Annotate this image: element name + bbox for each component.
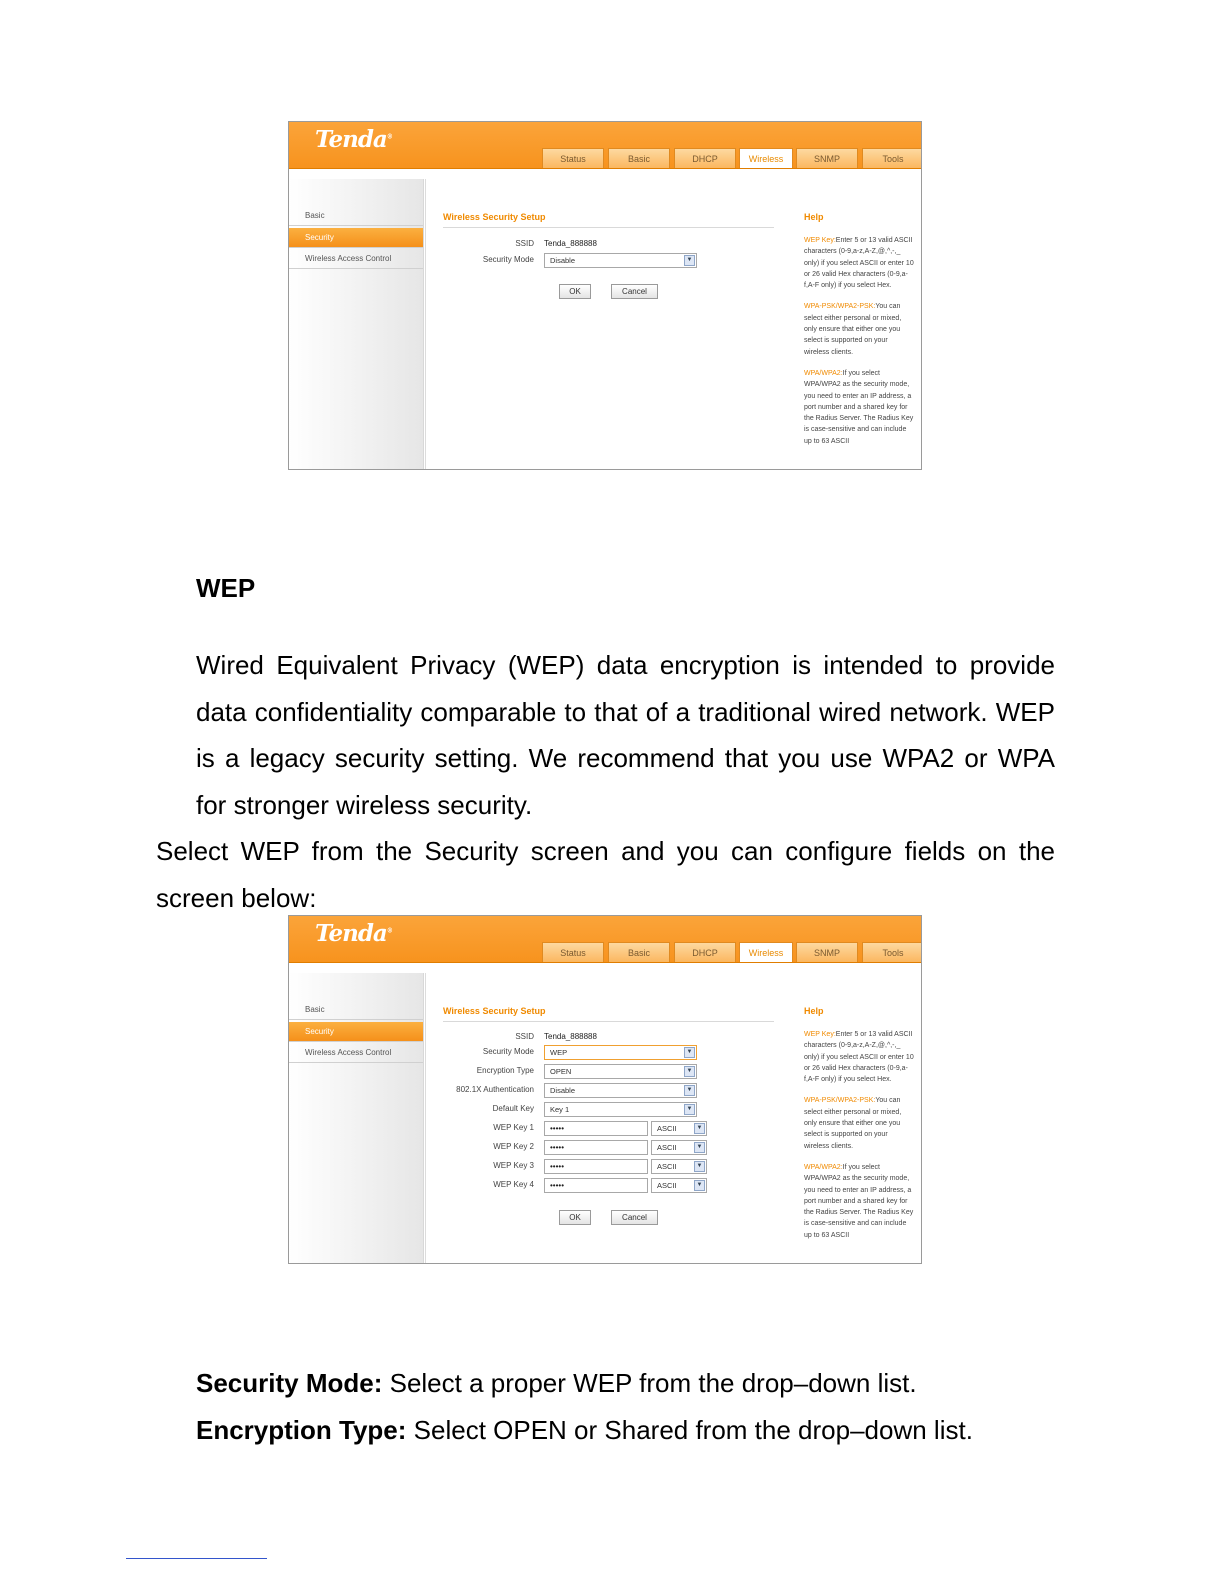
tab-wireless[interactable]: Wireless xyxy=(739,942,793,962)
ssid-label: SSID xyxy=(515,1032,534,1041)
tab-tools[interactable]: Tools xyxy=(862,942,922,962)
footer-rule xyxy=(126,1558,267,1559)
cancel-button[interactable]: Cancel xyxy=(611,284,658,299)
wep-key-format-select[interactable]: ASCII ▼ xyxy=(651,1159,707,1174)
auth-label: 802.1X Authentication xyxy=(456,1085,534,1094)
tab-dhcp[interactable]: DHCP xyxy=(674,148,736,168)
wep-key-row xyxy=(426,1121,791,1137)
wep-key-row xyxy=(426,1159,791,1175)
tenda-logo: Tenda® xyxy=(315,126,392,153)
encryption-type-select[interactable]: OPEN ▼ xyxy=(544,1064,697,1079)
router-screenshot-disable xyxy=(288,121,922,470)
security-mode-label: Security Mode xyxy=(482,1047,534,1056)
tab-snmp[interactable]: SNMP xyxy=(796,942,858,962)
wep-key-input[interactable]: ••••• xyxy=(544,1121,648,1136)
chevron-down-icon: ▼ xyxy=(694,1180,705,1191)
ssid-value: Tenda_888888 xyxy=(544,1032,597,1041)
wep-key-label: WEP Key 3 xyxy=(493,1161,534,1170)
security-mode-row xyxy=(426,1045,791,1061)
nav-wireless-access-control[interactable]: Wireless Access Control xyxy=(289,1043,423,1063)
tab-status[interactable]: Status xyxy=(542,148,604,168)
ok-button[interactable]: OK xyxy=(559,284,591,299)
divider xyxy=(443,227,774,228)
chevron-down-icon: ▼ xyxy=(684,1085,695,1096)
tab-dhcp[interactable]: DHCP xyxy=(674,942,736,962)
section-title: Wireless Security Setup xyxy=(443,1006,546,1016)
ok-button[interactable]: OK xyxy=(559,1210,591,1225)
wep-key-label: WEP Key 1 xyxy=(493,1123,534,1132)
nav-security[interactable]: Security xyxy=(289,1022,423,1042)
wep-key-input[interactable]: ••••• xyxy=(544,1159,648,1174)
wep-description: Wired Equivalent Privacy (WEP) data encryption is intended to provide data confidentiality comparable to that of a traditional wired network. WEP is a legacy security setting. We recommend that you use WPA2 or WPA for stronger wireless security. xyxy=(196,650,1055,820)
encryption-type-row xyxy=(426,1064,791,1080)
help-text: WEP Key:Enter 5 or 13 valid ASCII characters (0-9,a-z,A-Z,@,^,-,_ only) if you select ASCII or enter 10 or 26 valid Hex characters (0-9,a-f,A-F only) if you select Hex. WPA-PSK/WPA2-PSK:You can select either personal or mixed, only ensure that either one you select is supported on your wireless clients. WPA/WPA2:If you select WPA/WPA2 as the security mode, you need to enter an IP address, a port number and a shared key for the Radius Server. The Radius Key is case-sensitive and can include up to 63 ASCII xyxy=(804,237,914,445)
wep-key-format-select[interactable]: ASCII ▼ xyxy=(651,1178,707,1193)
main-panel xyxy=(425,179,792,469)
wep-key-format-select[interactable]: ASCII ▼ xyxy=(651,1140,707,1155)
encryption-type-definition: Encryption Type: Select OPEN or Shared from the drop–down list. xyxy=(196,1415,973,1445)
tab-snmp[interactable]: SNMP xyxy=(796,148,858,168)
left-nav xyxy=(289,973,424,1263)
wep-key-row xyxy=(426,1178,791,1194)
wep-key-format-select[interactable]: ASCII ▼ xyxy=(651,1121,707,1136)
section-heading: WEP xyxy=(196,573,256,603)
security-mode-select[interactable]: Disable ▼ xyxy=(544,253,697,268)
help-panel xyxy=(791,973,921,1263)
auth-select[interactable]: Disable ▼ xyxy=(544,1083,697,1098)
header-bar xyxy=(289,916,921,963)
ssid-row xyxy=(426,1030,791,1046)
tab-wireless[interactable]: Wireless xyxy=(739,148,793,168)
chevron-down-icon: ▼ xyxy=(684,1047,695,1058)
header-bar xyxy=(289,122,921,169)
wep-key-input[interactable]: ••••• xyxy=(544,1178,648,1193)
ssid-label: SSID xyxy=(515,239,534,248)
tab-basic[interactable]: Basic xyxy=(608,942,670,962)
ssid-row xyxy=(426,237,791,253)
wep-key-input[interactable]: ••••• xyxy=(544,1140,648,1155)
chevron-down-icon: ▼ xyxy=(694,1142,705,1153)
auth-row xyxy=(426,1083,791,1099)
wep-key-label: WEP Key 2 xyxy=(493,1142,534,1151)
wep-key-label: WEP Key 4 xyxy=(493,1180,534,1189)
chevron-down-icon: ▼ xyxy=(694,1161,705,1172)
default-key-row xyxy=(426,1102,791,1118)
default-key-select[interactable]: Key 1 ▼ xyxy=(544,1102,697,1117)
wep-instruction: Select WEP from the Security screen and you can configure fields on the screen below: xyxy=(156,836,1055,913)
tab-status[interactable]: Status xyxy=(542,942,604,962)
chevron-down-icon: ▼ xyxy=(684,1104,695,1115)
security-mode-definition: Security Mode: Select a proper WEP from the drop–down list. xyxy=(196,1368,917,1398)
cancel-button[interactable]: Cancel xyxy=(611,1210,658,1225)
nav-basic[interactable]: Basic xyxy=(289,1000,423,1020)
wep-key-row xyxy=(426,1140,791,1156)
ssid-value: Tenda_888888 xyxy=(544,239,597,248)
help-panel xyxy=(791,179,921,469)
router-screenshot-wep xyxy=(288,915,922,1264)
chevron-down-icon: ▼ xyxy=(694,1123,705,1134)
section-title: Wireless Security Setup xyxy=(443,212,546,222)
divider xyxy=(443,1021,774,1022)
security-mode-select[interactable]: WEP ▼ xyxy=(544,1045,697,1060)
help-text: WEP Key:Enter 5 or 13 valid ASCII characters (0-9,a-z,A-Z,@,^,-,_ only) if you select ASCII or enter 10 or 26 valid Hex characters (0-9,a-f,A-F only) if you select Hex. WPA-PSK/WPA2-PSK:You can select either personal or mixed, only ensure that either one you select is supported on your wireless clients. WPA/WPA2:If you select WPA/WPA2 as the security mode, you need to enter an IP address, a port number and a shared key for the Radius Server. The Radius Key is case-sensitive and can include up to 63 ASCII xyxy=(804,1031,914,1239)
security-mode-label: Security Mode xyxy=(482,255,534,264)
tenda-logo: Tenda® xyxy=(315,920,392,947)
tab-tools[interactable]: Tools xyxy=(862,148,922,168)
left-nav xyxy=(289,179,424,469)
help-title: Help xyxy=(804,212,824,222)
nav-security[interactable]: Security xyxy=(289,228,423,248)
encryption-type-label: Encryption Type xyxy=(476,1066,534,1075)
nav-basic[interactable]: Basic xyxy=(289,206,423,226)
nav-wireless-access-control[interactable]: Wireless Access Control xyxy=(289,249,423,269)
tab-basic[interactable]: Basic xyxy=(608,148,670,168)
chevron-down-icon: ▼ xyxy=(684,255,695,266)
security-mode-row xyxy=(426,253,791,269)
chevron-down-icon: ▼ xyxy=(684,1066,695,1077)
default-key-label: Default Key xyxy=(492,1104,534,1113)
main-panel xyxy=(425,973,792,1263)
help-title: Help xyxy=(804,1006,824,1016)
